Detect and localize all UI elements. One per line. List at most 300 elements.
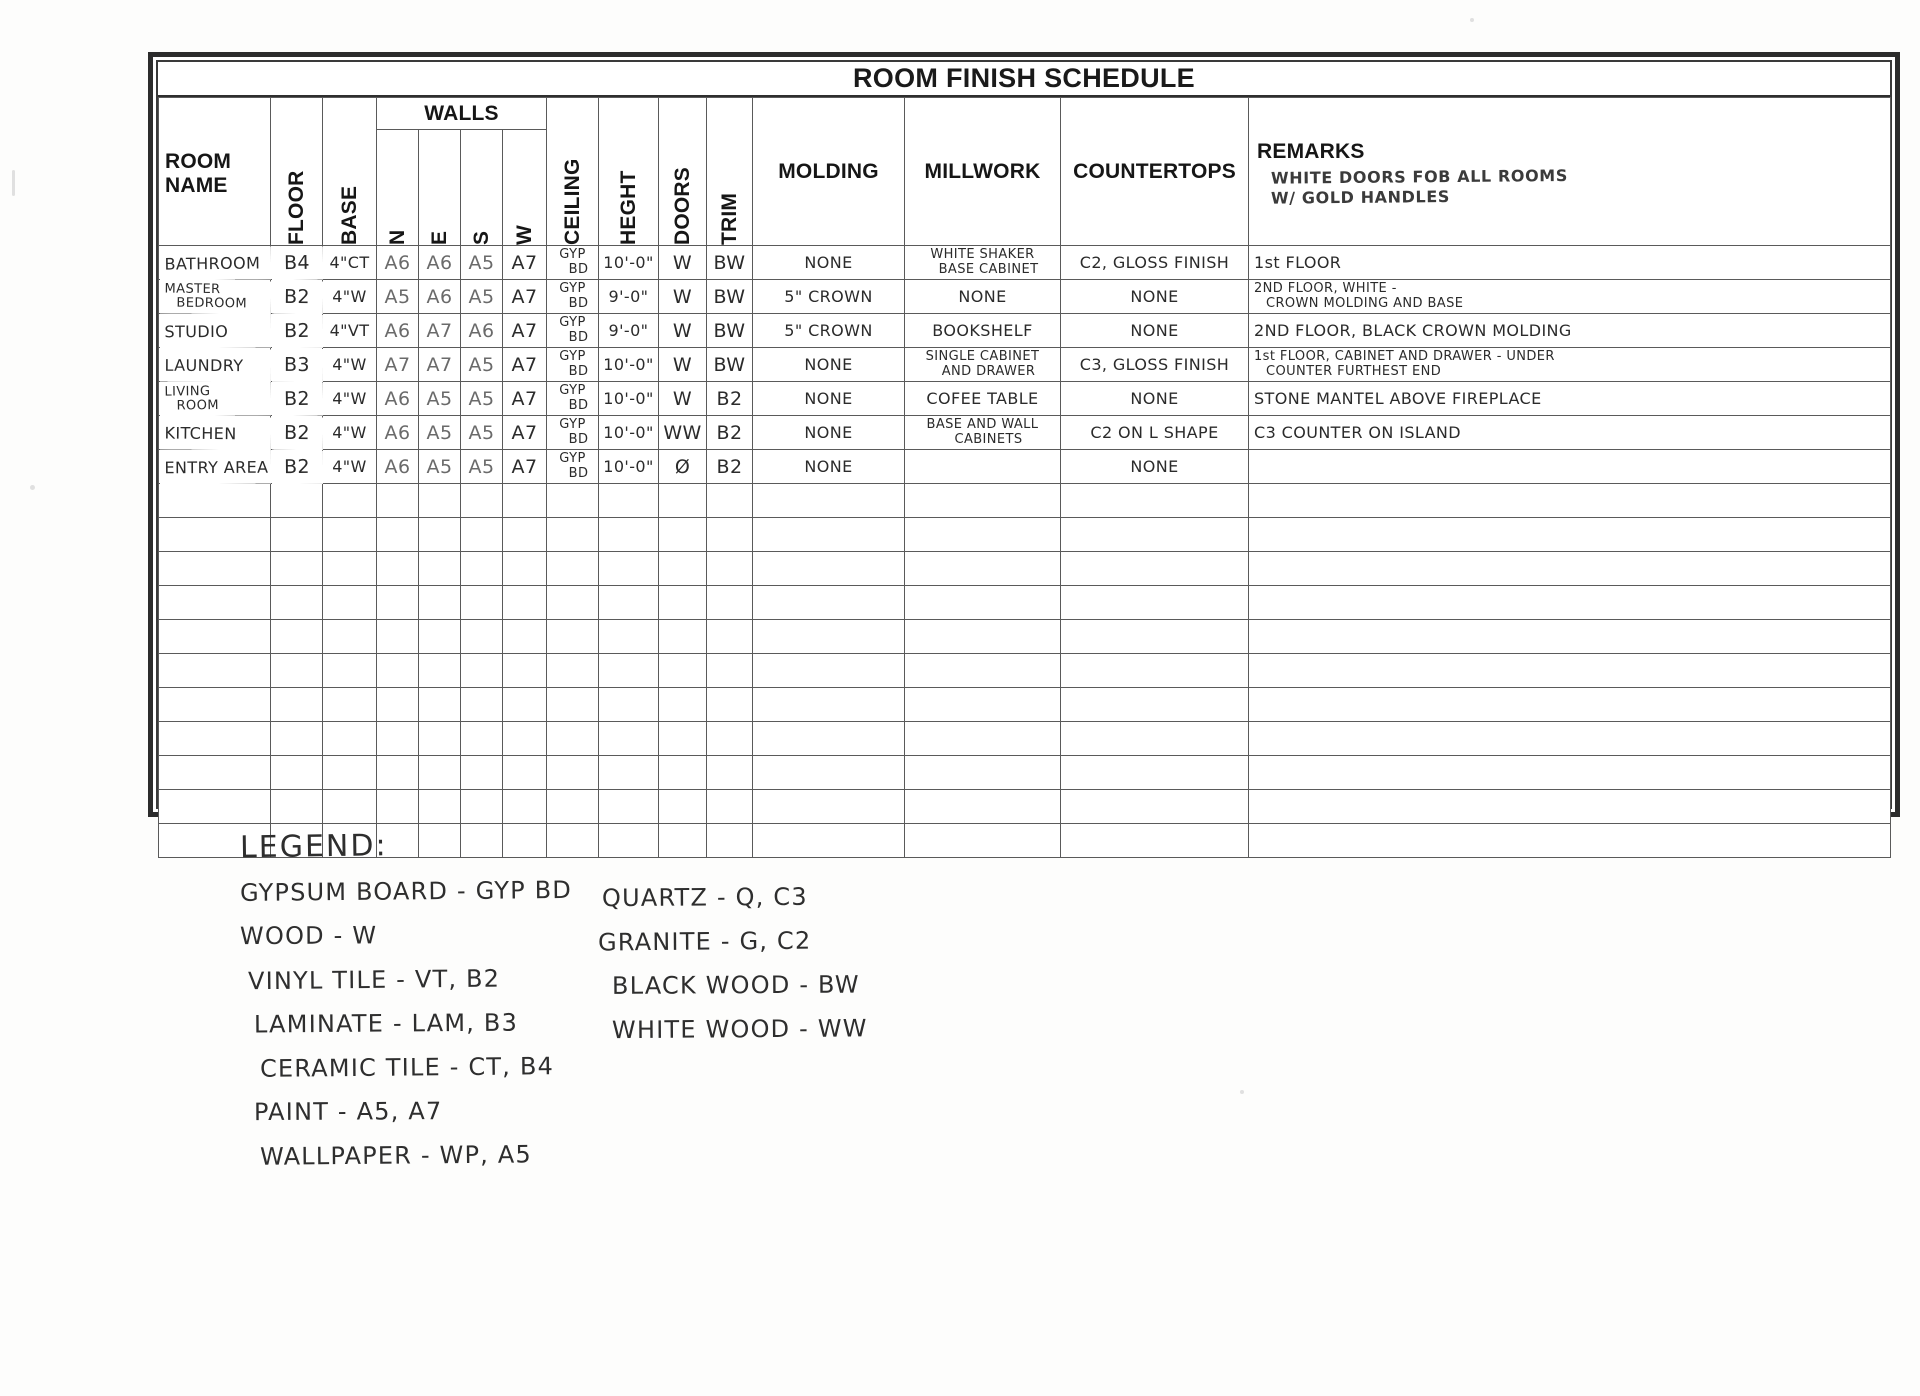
cell-blank[interactable]: [271, 484, 323, 518]
cell-blank[interactable]: [1249, 756, 1891, 790]
cell-wall-s[interactable]: A5: [461, 348, 503, 382]
cell-blank[interactable]: [1249, 688, 1891, 722]
cell-wall-e[interactable]: A5: [419, 382, 461, 416]
cell-floor[interactable]: B3: [270, 347, 322, 381]
cell-doors[interactable]: W: [659, 348, 707, 382]
legend-item-right: BLACK WOOD - BW: [611, 970, 860, 1000]
cell-blank[interactable]: [707, 552, 753, 586]
cell-blank[interactable]: [659, 654, 707, 688]
cell-blank[interactable]: [419, 790, 461, 824]
cell-blank[interactable]: [159, 518, 271, 552]
table-row-blank[interactable]: [159, 518, 1891, 552]
cell-ceiling[interactable]: GYP BD: [547, 280, 599, 314]
cell-blank[interactable]: [159, 688, 271, 722]
cell-trim[interactable]: BW: [707, 280, 753, 314]
cell-blank[interactable]: [547, 586, 599, 620]
cell-blank[interactable]: [461, 518, 503, 552]
cell-wall-s[interactable]: A5: [461, 382, 503, 416]
cell-blank[interactable]: [159, 586, 271, 620]
cell-blank[interactable]: [461, 722, 503, 756]
cell-wall-n[interactable]: A6: [377, 382, 419, 416]
cell-blank[interactable]: [323, 756, 377, 790]
table-row[interactable]: [159, 450, 1891, 484]
col-header-countertops: COUNTERTOPS: [1061, 98, 1249, 246]
cell-blank[interactable]: [659, 620, 707, 654]
cell-blank[interactable]: [905, 552, 1061, 586]
cell-ceiling[interactable]: GYP BD: [547, 416, 599, 450]
cell-blank[interactable]: [271, 790, 323, 824]
cell-blank[interactable]: [159, 790, 271, 824]
cell-blank[interactable]: [659, 790, 707, 824]
cell-base[interactable]: 4"W: [323, 416, 377, 450]
cell-blank[interactable]: [753, 586, 905, 620]
cell-room-name[interactable]: KITCHEN: [158, 415, 270, 450]
cell-base[interactable]: 4"CT: [323, 246, 377, 280]
cell-trim[interactable]: BW: [707, 348, 753, 382]
cell-countertops[interactable]: C2, GLOSS FINISH: [1061, 246, 1249, 280]
cell-molding[interactable]: NONE: [753, 382, 905, 416]
cell-blank[interactable]: [707, 756, 753, 790]
cell-wall-e[interactable]: A5: [419, 416, 461, 450]
cell-blank[interactable]: [503, 688, 547, 722]
cell-blank[interactable]: [159, 552, 271, 586]
cell-blank[interactable]: [905, 722, 1061, 756]
cell-room-name[interactable]: ENTRY AREA: [158, 449, 270, 484]
cell-blank[interactable]: [503, 586, 547, 620]
cell-blank[interactable]: [323, 688, 377, 722]
cell-doors[interactable]: Ø: [659, 450, 707, 484]
cell-blank[interactable]: [1249, 824, 1891, 858]
cell-remarks[interactable]: 1st FLOOR: [1249, 246, 1891, 280]
cell-room-name[interactable]: STUDIO: [158, 313, 270, 348]
cell-blank[interactable]: [377, 756, 419, 790]
cell-blank[interactable]: [503, 722, 547, 756]
cell-height[interactable]: 9'-0": [599, 280, 659, 314]
cell-blank[interactable]: [419, 756, 461, 790]
cell-blank[interactable]: [419, 586, 461, 620]
cell-blank[interactable]: [1249, 620, 1891, 654]
cell-blank[interactable]: [753, 756, 905, 790]
cell-blank[interactable]: [461, 484, 503, 518]
cell-room-name[interactable]: LAUNDRY: [158, 347, 270, 382]
scan-speck: [30, 485, 35, 490]
cell-wall-s[interactable]: A5: [461, 246, 503, 280]
cell-blank[interactable]: [503, 654, 547, 688]
legend-item-left: VINYL TILE - VT, B2: [247, 964, 501, 996]
cell-blank[interactable]: [323, 654, 377, 688]
cell-blank[interactable]: [659, 586, 707, 620]
cell-blank[interactable]: [599, 620, 659, 654]
cell-wall-w[interactable]: A7: [503, 450, 547, 484]
table-row-blank[interactable]: [159, 552, 1891, 586]
cell-blank[interactable]: [503, 620, 547, 654]
cell-wall-e[interactable]: A6: [419, 280, 461, 314]
cell-blank[interactable]: [659, 552, 707, 586]
cell-blank[interactable]: [707, 688, 753, 722]
cell-trim[interactable]: B2: [707, 450, 753, 484]
cell-blank[interactable]: [503, 552, 547, 586]
cell-wall-w[interactable]: A7: [503, 246, 547, 280]
cell-blank[interactable]: [707, 586, 753, 620]
table-row-blank[interactable]: [159, 620, 1891, 654]
cell-countertops[interactable]: NONE: [1061, 450, 1249, 484]
cell-blank[interactable]: [377, 552, 419, 586]
cell-height[interactable]: 10'-0": [599, 450, 659, 484]
room-name-line-2: NAME: [165, 173, 228, 197]
cell-blank[interactable]: [461, 586, 503, 620]
cell-blank[interactable]: [547, 552, 599, 586]
cell-blank[interactable]: [905, 586, 1061, 620]
cell-blank[interactable]: [753, 552, 905, 586]
cell-blank[interactable]: [1061, 756, 1249, 790]
cell-wall-w[interactable]: A7: [503, 382, 547, 416]
col-header-floor: FLOOR: [271, 98, 323, 246]
table-row[interactable]: [159, 382, 1891, 416]
cell-blank[interactable]: [323, 620, 377, 654]
cell-blank[interactable]: [753, 484, 905, 518]
cell-height[interactable]: 10'-0": [599, 246, 659, 280]
cell-molding[interactable]: NONE: [753, 450, 905, 484]
legend-title: LEGEND:: [239, 828, 388, 866]
cell-blank[interactable]: [1061, 688, 1249, 722]
table-row[interactable]: [159, 348, 1891, 382]
cell-blank[interactable]: [159, 722, 271, 756]
table-row[interactable]: [159, 314, 1891, 348]
cell-blank[interactable]: [377, 654, 419, 688]
room-name-line-1: ROOM: [165, 149, 232, 173]
cell-room-name[interactable]: BATHROOM: [158, 245, 270, 280]
cell-blank[interactable]: [659, 518, 707, 552]
cell-height[interactable]: 10'-0": [599, 382, 659, 416]
col-header-ceiling: CEILING: [547, 98, 599, 246]
cell-wall-n[interactable]: A6: [377, 450, 419, 484]
cell-ceiling[interactable]: GYP BD: [547, 382, 599, 416]
col-header-millwork: MILLWORK: [905, 98, 1061, 246]
cell-remarks[interactable]: [1249, 450, 1891, 484]
cell-remarks[interactable]: STONE MANTEL ABOVE FIREPLACE: [1249, 382, 1891, 416]
cell-blank[interactable]: [377, 790, 419, 824]
cell-blank[interactable]: [323, 518, 377, 552]
cell-height[interactable]: 10'-0": [599, 416, 659, 450]
cell-millwork[interactable]: WHITE SHAKER BASE CABINET: [905, 246, 1061, 280]
cell-height[interactable]: 10'-0": [599, 348, 659, 382]
cell-wall-w[interactable]: A7: [503, 280, 547, 314]
cell-blank[interactable]: [753, 688, 905, 722]
cell-blank[interactable]: [1061, 654, 1249, 688]
cell-remarks[interactable]: 1st FLOOR, CABINET AND DRAWER - UNDER COUNTER FURTHEST END: [1249, 348, 1891, 382]
cell-blank[interactable]: [1249, 654, 1891, 688]
cell-blank[interactable]: [753, 518, 905, 552]
cell-ceiling[interactable]: GYP BD: [547, 450, 599, 484]
cell-base[interactable]: 4"W: [323, 450, 377, 484]
remarks-label: REMARKS: [1257, 139, 1365, 163]
legend-item-right: GRANITE - G, C2: [597, 926, 812, 957]
cell-blank[interactable]: [461, 756, 503, 790]
cell-blank[interactable]: [461, 620, 503, 654]
table-row-blank[interactable]: [159, 756, 1891, 790]
table-row-blank[interactable]: [159, 484, 1891, 518]
cell-blank[interactable]: [323, 484, 377, 518]
cell-floor[interactable]: B2: [270, 381, 322, 416]
cell-blank[interactable]: [323, 552, 377, 586]
cell-trim[interactable]: B2: [707, 382, 753, 416]
cell-millwork[interactable]: COFEE TABLE: [905, 382, 1061, 416]
cell-countertops[interactable]: NONE: [1061, 382, 1249, 416]
cell-wall-n[interactable]: A6: [377, 246, 419, 280]
scan-speck: [12, 170, 15, 196]
schedule-title-bar: [158, 62, 1890, 97]
cell-blank[interactable]: [905, 756, 1061, 790]
cell-remarks[interactable]: C3 COUNTER ON ISLAND: [1249, 416, 1891, 450]
cell-blank[interactable]: [905, 654, 1061, 688]
cell-blank[interactable]: [1249, 552, 1891, 586]
cell-wall-n[interactable]: A5: [377, 280, 419, 314]
cell-blank[interactable]: [599, 586, 659, 620]
cell-blank[interactable]: [905, 518, 1061, 552]
cell-blank[interactable]: [1249, 790, 1891, 824]
cell-floor[interactable]: B2: [270, 449, 322, 483]
cell-blank[interactable]: [461, 552, 503, 586]
cell-blank[interactable]: [1249, 518, 1891, 552]
cell-blank[interactable]: [503, 484, 547, 518]
cell-countertops[interactable]: C3, GLOSS FINISH: [1061, 348, 1249, 382]
cell-blank[interactable]: [659, 484, 707, 518]
cell-wall-e[interactable]: A5: [419, 450, 461, 484]
cell-wall-n[interactable]: A6: [377, 416, 419, 450]
cell-doors[interactable]: W: [659, 382, 707, 416]
cell-blank[interactable]: [271, 688, 323, 722]
cell-blank[interactable]: [547, 484, 599, 518]
cell-blank[interactable]: [599, 688, 659, 722]
cell-blank[interactable]: [599, 484, 659, 518]
remarks-note-line-2: W/ GOLD HANDLES: [1270, 187, 1451, 208]
col-header-wall-s: S: [461, 130, 503, 246]
cell-blank[interactable]: [419, 722, 461, 756]
cell-blank[interactable]: [707, 722, 753, 756]
cell-countertops[interactable]: NONE: [1061, 314, 1249, 348]
cell-floor[interactable]: B2: [270, 279, 322, 314]
cell-blank[interactable]: [461, 654, 503, 688]
cell-blank[interactable]: [1061, 586, 1249, 620]
table-row[interactable]: [159, 246, 1891, 280]
cell-blank[interactable]: [271, 586, 323, 620]
cell-wall-w[interactable]: A7: [503, 348, 547, 382]
cell-millwork[interactable]: NONE: [905, 280, 1061, 314]
cell-blank[interactable]: [271, 620, 323, 654]
cell-blank[interactable]: [503, 518, 547, 552]
cell-blank[interactable]: [547, 688, 599, 722]
cell-blank[interactable]: [323, 790, 377, 824]
cell-blank[interactable]: [271, 518, 323, 552]
scan-speck: [1240, 1090, 1244, 1094]
cell-blank[interactable]: [377, 688, 419, 722]
cell-blank[interactable]: [377, 484, 419, 518]
cell-millwork[interactable]: BASE AND WALL CABINETS: [905, 416, 1061, 450]
cell-blank[interactable]: [1061, 620, 1249, 654]
cell-floor[interactable]: B2: [270, 415, 322, 450]
cell-trim[interactable]: B2: [707, 416, 753, 450]
cell-blank[interactable]: [461, 688, 503, 722]
cell-base[interactable]: 4"W: [323, 348, 377, 382]
cell-millwork[interactable]: SINGLE CABINET AND DRAWER: [905, 348, 1061, 382]
cell-molding[interactable]: 5" CROWN: [753, 314, 905, 348]
cell-blank[interactable]: [599, 722, 659, 756]
cell-doors[interactable]: W: [659, 246, 707, 280]
cell-millwork[interactable]: BOOKSHELF: [905, 314, 1061, 348]
cell-blank[interactable]: [707, 484, 753, 518]
cell-room-name[interactable]: MASTER BEDROOM: [158, 279, 270, 314]
cell-blank[interactable]: [599, 518, 659, 552]
cell-blank[interactable]: [159, 654, 271, 688]
cell-blank[interactable]: [547, 756, 599, 790]
cell-blank[interactable]: [659, 688, 707, 722]
col-header-trim: TRIM: [707, 98, 753, 246]
legend-item-left: WALLPAPER - WP, A5: [259, 1140, 533, 1171]
cell-blank[interactable]: [377, 586, 419, 620]
cell-blank[interactable]: [271, 654, 323, 688]
cell-blank[interactable]: [419, 688, 461, 722]
cell-blank[interactable]: [1061, 722, 1249, 756]
cell-blank[interactable]: [707, 620, 753, 654]
cell-blank[interactable]: [1249, 722, 1891, 756]
cell-blank[interactable]: [323, 722, 377, 756]
legend-item-left: CERAMIC TILE - CT, B4: [259, 1052, 555, 1083]
cell-trim[interactable]: BW: [707, 314, 753, 348]
cell-molding[interactable]: NONE: [753, 246, 905, 280]
cell-floor[interactable]: B4: [270, 245, 322, 280]
cell-blank[interactable]: [1249, 586, 1891, 620]
table-row[interactable]: [159, 416, 1891, 450]
cell-blank[interactable]: [271, 552, 323, 586]
cell-blank[interactable]: [905, 484, 1061, 518]
legend-item-left: LAMINATE - LAM, B3: [253, 1008, 519, 1039]
page-title: ROOM FINISH SCHEDULE: [852, 63, 1195, 93]
cell-wall-w[interactable]: A7: [503, 416, 547, 450]
cell-blank[interactable]: [753, 654, 905, 688]
cell-molding[interactable]: NONE: [753, 416, 905, 450]
cell-blank[interactable]: [753, 620, 905, 654]
cell-blank[interactable]: [159, 620, 271, 654]
table-row-blank[interactable]: [159, 654, 1891, 688]
cell-blank[interactable]: [659, 722, 707, 756]
cell-blank[interactable]: [707, 790, 753, 824]
cell-base[interactable]: 4"VT: [323, 314, 377, 348]
cell-wall-s[interactable]: A5: [461, 416, 503, 450]
cell-blank[interactable]: [905, 688, 1061, 722]
table-row[interactable]: [159, 280, 1891, 314]
legend-column-right: [597, 882, 942, 1059]
cell-blank[interactable]: [159, 484, 271, 518]
cell-remarks[interactable]: 2ND FLOOR, WHITE - CROWN MOLDING AND BASE: [1249, 280, 1891, 314]
cell-doors[interactable]: W: [659, 280, 707, 314]
cell-trim[interactable]: BW: [707, 246, 753, 280]
cell-blank[interactable]: [547, 518, 599, 552]
cell-blank[interactable]: [503, 790, 547, 824]
cell-countertops[interactable]: C2 ON L SHAPE: [1061, 416, 1249, 450]
cell-blank[interactable]: [547, 790, 599, 824]
cell-blank[interactable]: [323, 586, 377, 620]
cell-blank[interactable]: [377, 518, 419, 552]
cell-blank[interactable]: [271, 722, 323, 756]
cell-countertops[interactable]: NONE: [1061, 280, 1249, 314]
cell-blank[interactable]: [271, 756, 323, 790]
cell-blank[interactable]: [547, 654, 599, 688]
cell-blank[interactable]: [753, 790, 905, 824]
cell-blank[interactable]: [659, 756, 707, 790]
cell-wall-w[interactable]: A7: [503, 314, 547, 348]
cell-wall-n[interactable]: A6: [377, 314, 419, 348]
cell-blank[interactable]: [1249, 484, 1891, 518]
cell-blank[interactable]: [599, 654, 659, 688]
cell-blank[interactable]: [547, 722, 599, 756]
cell-blank[interactable]: [1061, 484, 1249, 518]
col-header-room-name: [159, 98, 271, 246]
cell-base[interactable]: 4"W: [323, 280, 377, 314]
cell-ceiling[interactable]: GYP BD: [547, 314, 599, 348]
cell-wall-s[interactable]: A6: [461, 314, 503, 348]
cell-blank[interactable]: [1061, 518, 1249, 552]
cell-blank[interactable]: [419, 484, 461, 518]
cell-blank[interactable]: [377, 722, 419, 756]
cell-wall-s[interactable]: A5: [461, 280, 503, 314]
cell-blank[interactable]: [599, 790, 659, 824]
cell-remarks[interactable]: 2ND FLOOR, BLACK CROWN MOLDING: [1249, 314, 1891, 348]
cell-doors[interactable]: W: [659, 314, 707, 348]
cell-blank[interactable]: [547, 620, 599, 654]
cell-blank[interactable]: [419, 620, 461, 654]
cell-blank[interactable]: [461, 790, 503, 824]
col-header-wall-n: N: [377, 130, 419, 246]
cell-ceiling[interactable]: GYP BD: [547, 348, 599, 382]
cell-wall-n[interactable]: A7: [377, 348, 419, 382]
cell-blank[interactable]: [1061, 552, 1249, 586]
cell-blank[interactable]: [707, 518, 753, 552]
cell-room-name[interactable]: LIVING ROOM: [158, 381, 270, 416]
cell-blank[interactable]: [599, 552, 659, 586]
col-header-height: HEGHT: [599, 98, 659, 246]
legend-item-right: WHITE WOOD - WW: [611, 1014, 868, 1045]
cell-millwork[interactable]: [905, 450, 1061, 484]
cell-blank[interactable]: [419, 552, 461, 586]
cell-blank[interactable]: [377, 620, 419, 654]
cell-wall-e[interactable]: A6: [419, 246, 461, 280]
cell-blank[interactable]: [599, 756, 659, 790]
table-row-blank[interactable]: [159, 722, 1891, 756]
cell-height[interactable]: 9'-0": [599, 314, 659, 348]
table-row-blank[interactable]: [159, 586, 1891, 620]
cell-blank[interactable]: [753, 722, 905, 756]
cell-molding[interactable]: NONE: [753, 348, 905, 382]
cell-wall-e[interactable]: A7: [419, 348, 461, 382]
cell-blank[interactable]: [707, 654, 753, 688]
scan-speck: [1470, 18, 1474, 22]
cell-doors[interactable]: WW: [659, 416, 707, 450]
cell-ceiling[interactable]: GYP BD: [547, 246, 599, 280]
cell-blank[interactable]: [905, 620, 1061, 654]
header-row-group: [159, 98, 1891, 130]
cell-blank[interactable]: [159, 756, 271, 790]
cell-base[interactable]: 4"W: [323, 382, 377, 416]
table-row-blank[interactable]: [159, 688, 1891, 722]
cell-blank[interactable]: [419, 518, 461, 552]
cell-blank[interactable]: [503, 756, 547, 790]
cell-molding[interactable]: 5" CROWN: [753, 280, 905, 314]
cell-wall-e[interactable]: A7: [419, 314, 461, 348]
cell-wall-s[interactable]: A5: [461, 450, 503, 484]
col-header-wall-e: E: [419, 130, 461, 246]
cell-floor[interactable]: B2: [270, 313, 322, 347]
cell-blank[interactable]: [419, 654, 461, 688]
